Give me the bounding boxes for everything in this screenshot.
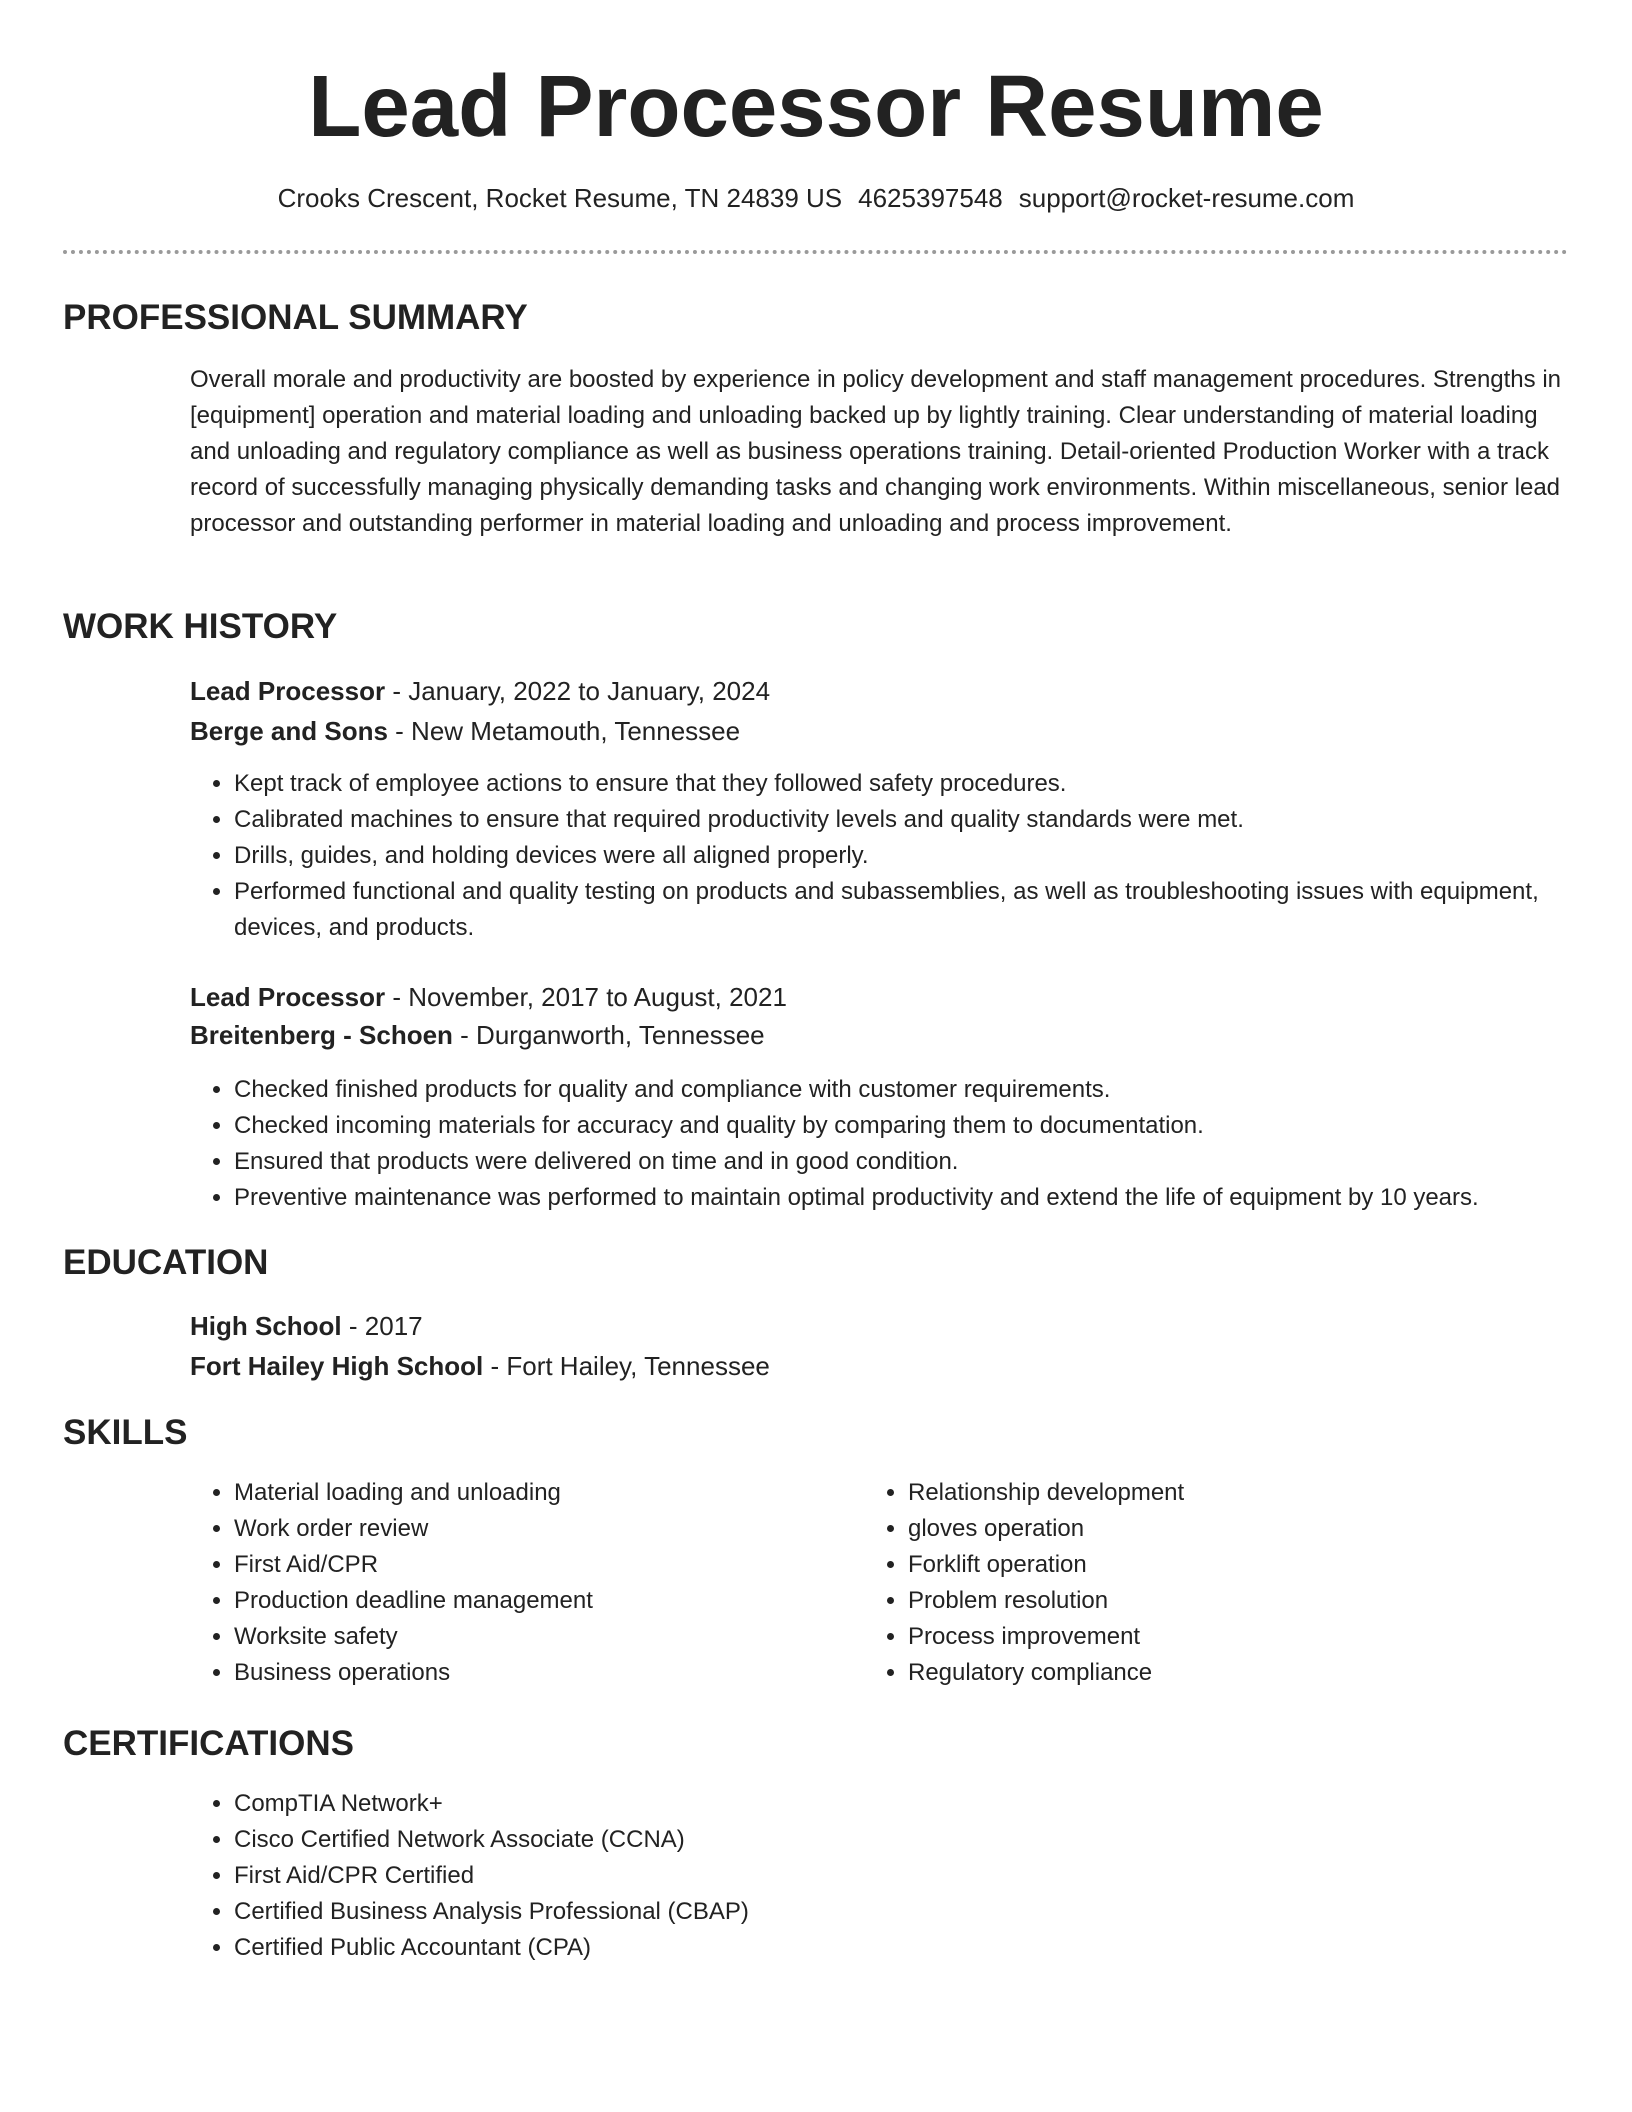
section-heading-certifications: CERTIFICATIONS: [63, 1724, 355, 1763]
education-school: Fort Hailey High School: [190, 1351, 484, 1381]
list-item: • gloves operation: [908, 1511, 1468, 1547]
header-divider: [63, 250, 1568, 254]
list-item: • Calibrated machines to ensure that required productivity levels and quality standards were met.: [234, 802, 1564, 838]
education-location: - Fort Hailey, Tennessee: [483, 1351, 770, 1381]
education-year: - 2017: [341, 1311, 423, 1341]
list-item: • First Aid/CPR Certified: [234, 1858, 1564, 1894]
list-item: • Business operations: [234, 1655, 794, 1691]
job-1-title: Lead Processor: [190, 676, 386, 706]
list-item: • Preventive maintenance was performed to maintain optimal productivity and extend the life of equipment by 10 years.: [234, 1180, 1564, 1216]
summary-text: Overall morale and productivity are boosted by experience in policy development and staff management procedures. Strengths in [equipment] operation and material loading and unloading backed up by lightly training. Clear understanding of material loading and unloading and regulatory compliance as well as business operations training. Detail-oriented Production Worker with a track record of successfully managing physically demanding tasks and changing work environments. Within miscellaneous, senior lead processor and outstanding performer in material loading and unloading and process improvement.: [190, 366, 1561, 537]
job-1-company-line: [190, 713, 740, 749]
resume-title: Lead Processor Resume: [308, 58, 1324, 155]
section-heading-summary: PROFESSIONAL SUMMARY: [63, 298, 528, 337]
job-1-location: - New Metamouth, Tennessee: [387, 716, 741, 746]
list-item: • Worksite safety: [234, 1619, 794, 1655]
skills-list-right: [864, 1475, 1468, 1691]
job-2-title: Lead Processor: [190, 982, 386, 1012]
section-heading-education: EDUCATION: [63, 1243, 269, 1282]
list-item: • Certified Public Accountant (CPA): [234, 1930, 1564, 1966]
list-item: • Material loading and unloading: [234, 1475, 794, 1511]
list-item: • First Aid/CPR: [234, 1547, 794, 1583]
list-item: • Drills, guides, and holding devices were all aligned properly.: [234, 838, 1564, 874]
list-item: • Regulatory compliance: [908, 1655, 1468, 1691]
list-item: • Production deadline management: [234, 1583, 794, 1619]
job-2-location: - Durganworth, Tennessee: [452, 1020, 765, 1050]
job-2-company-line: [190, 1017, 765, 1053]
contact-email[interactable]: support@rocket-resume.com: [1018, 183, 1355, 213]
contact-line: [0, 180, 1632, 216]
job-1-company: Berge and Sons: [190, 716, 388, 746]
contact-address: Crooks Crescent, Rocket Resume, TN 24839 US: [277, 183, 843, 213]
job-2-dates: - November, 2017 to August, 2021: [385, 982, 787, 1012]
certifications-list: [190, 1786, 1564, 1966]
contact-phone: 4625397548: [858, 183, 1003, 213]
list-item: • Performed functional and quality testing on products and subassemblies, as well as troubleshooting issues with equipment, devices, and products.: [234, 874, 1564, 946]
list-item: • Problem resolution: [908, 1583, 1468, 1619]
list-item: • Forklift operation: [908, 1547, 1468, 1583]
job-2-title-line: [190, 979, 787, 1015]
job-1-dates: - January, 2022 to January, 2024: [385, 676, 771, 706]
list-item: • Work order review: [234, 1511, 794, 1547]
job-1-bullets: [190, 766, 1564, 946]
list-item: • Relationship development: [908, 1475, 1468, 1511]
list-item: • Kept track of employee actions to ensure that they followed safety procedures.: [234, 766, 1564, 802]
list-item: • Ensured that products were delivered on time and in good condition.: [234, 1144, 1564, 1180]
list-item: • Checked incoming materials for accuracy and quality by comparing them to documentation.: [234, 1108, 1564, 1144]
job-2-bullets: [190, 1072, 1564, 1216]
section-heading-skills: SKILLS: [63, 1413, 188, 1452]
job-2-company: Breitenberg - Schoen: [190, 1020, 453, 1050]
skills-list-left: [190, 1475, 794, 1691]
list-item: • Cisco Certified Network Associate (CCNA): [234, 1822, 1564, 1858]
education-school-line: [190, 1348, 770, 1384]
list-item: • Checked finished products for quality and compliance with customer requirements.: [234, 1072, 1564, 1108]
list-item: • Certified Business Analysis Professional (CBAP): [234, 1894, 1564, 1930]
section-heading-work-history: WORK HISTORY: [63, 607, 338, 646]
education-degree: High School: [190, 1311, 342, 1341]
education-degree-line: [190, 1308, 423, 1344]
list-item: • CompTIA Network+: [234, 1786, 1564, 1822]
job-1-title-line: [190, 673, 770, 709]
list-item: • Process improvement: [908, 1619, 1468, 1655]
